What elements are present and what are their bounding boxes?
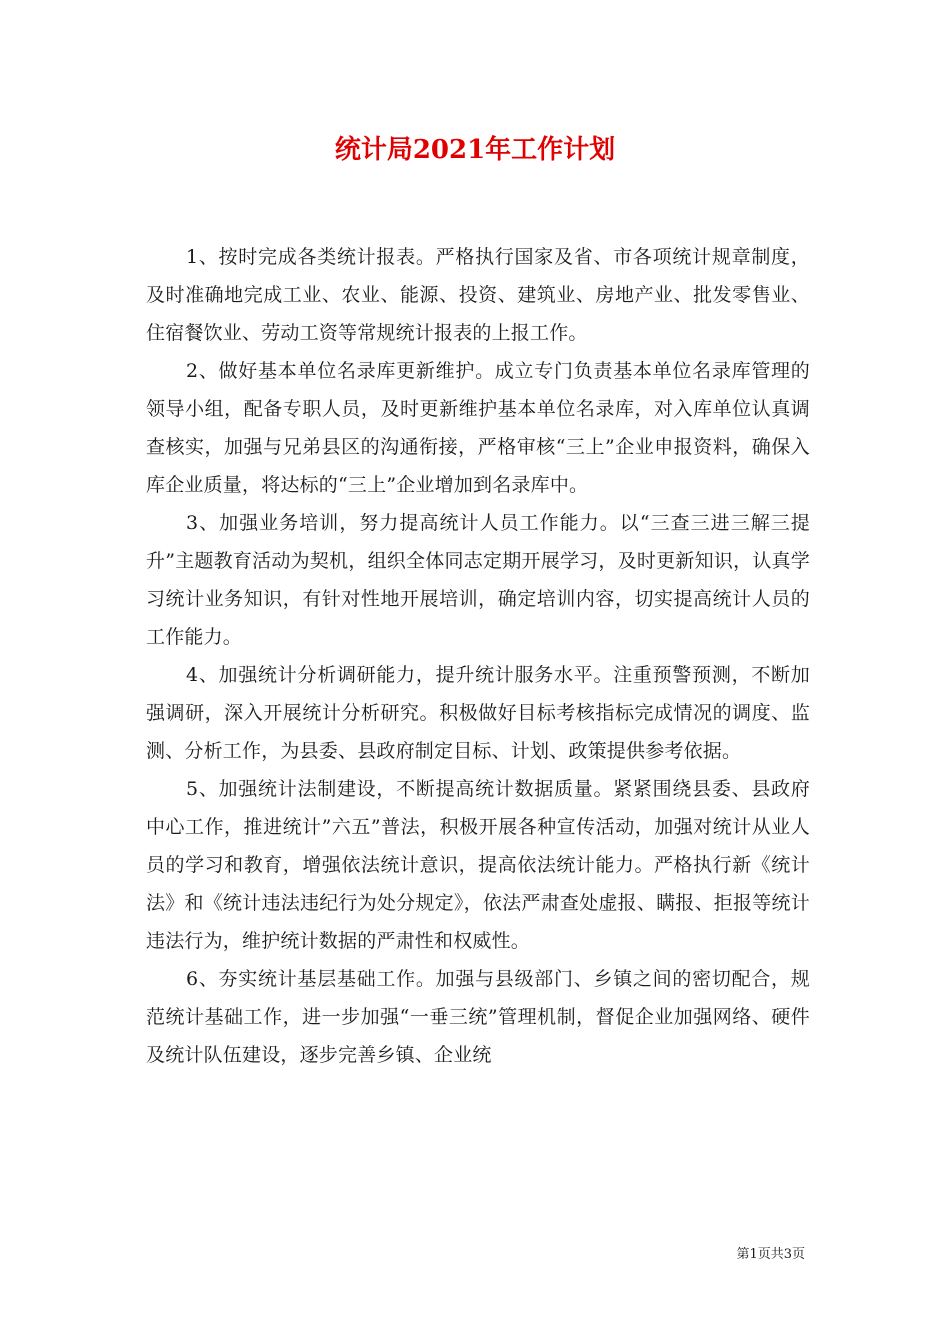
paragraph-1: 1、按时完成各类统计报表。严格执行国家及省、市各项统计规章制度，及时准确地完成工业、农业、能源、投资、建筑业、房地产业、批发零售业、住宿餐饮业、劳动工资等常规统计报表的上报工作。 — [146, 246, 810, 344]
paragraph-6: 6、夯实统计基层基础工作。加强与县级部门、乡镇之间的密切配合，规范统计基础工作，进一步加强“一垂三统”管理机制，督促企业加强网络、硬件及统计队伍建设，逐步完善乡镇、企业统 — [146, 968, 810, 1066]
document-title: 统计局2021年工作计划 — [334, 135, 616, 165]
paragraph-3: 3、加强业务培训，努力提高统计人员工作能力。以“三查三进三解三提升”主题教育活动为契机，组织全体同志定期开展学习，及时更新知识，认真学习统计业务知识，有针对性地开展培训，确定培训内容，切实提高统计人员的工作能力。 — [146, 512, 810, 648]
paragraph-5: 5、加强统计法制建设，不断提高统计数据质量。紧紧围绕县委、县政府中心工作，推进统计”六五”普法，积极开展各种宣传活动，加强对统计从业人员的学习和教育，增强依法统计意识，提高依法统计能力。严格执行新《统计法》和《统计违法违纪行为处分规定》，依法严肃查处虚报、瞒报、拒报等统计违法行为，维护统计数据的严肃性和权威性。 — [146, 778, 810, 952]
paragraph-4: 4、加强统计分析调研能力，提升统计服务水平。注重预警预测，不断加强调研，深入开展统计分析研究。积极做好目标考核指标完成情况的调度、监测、分析工作，为县委、县政府制定目标、计划、政策提供参考依据。 — [146, 664, 810, 762]
page-number: 第1页共3页 — [736, 1247, 805, 1262]
document-body — [146, 238, 810, 1074]
paragraph-2: 2、做好基本单位名录库更新维护。成立专门负责基本单位名录库管理的领导小组，配备专职人员，及时更新维护基本单位名录库，对入库单位认真调查核实，加强与兄弟县区的沟通衔接，严格审核“三上”企业申报资料，确保入库企业质量，将达标的“三上”企业增加到名录库中。 — [146, 360, 810, 496]
